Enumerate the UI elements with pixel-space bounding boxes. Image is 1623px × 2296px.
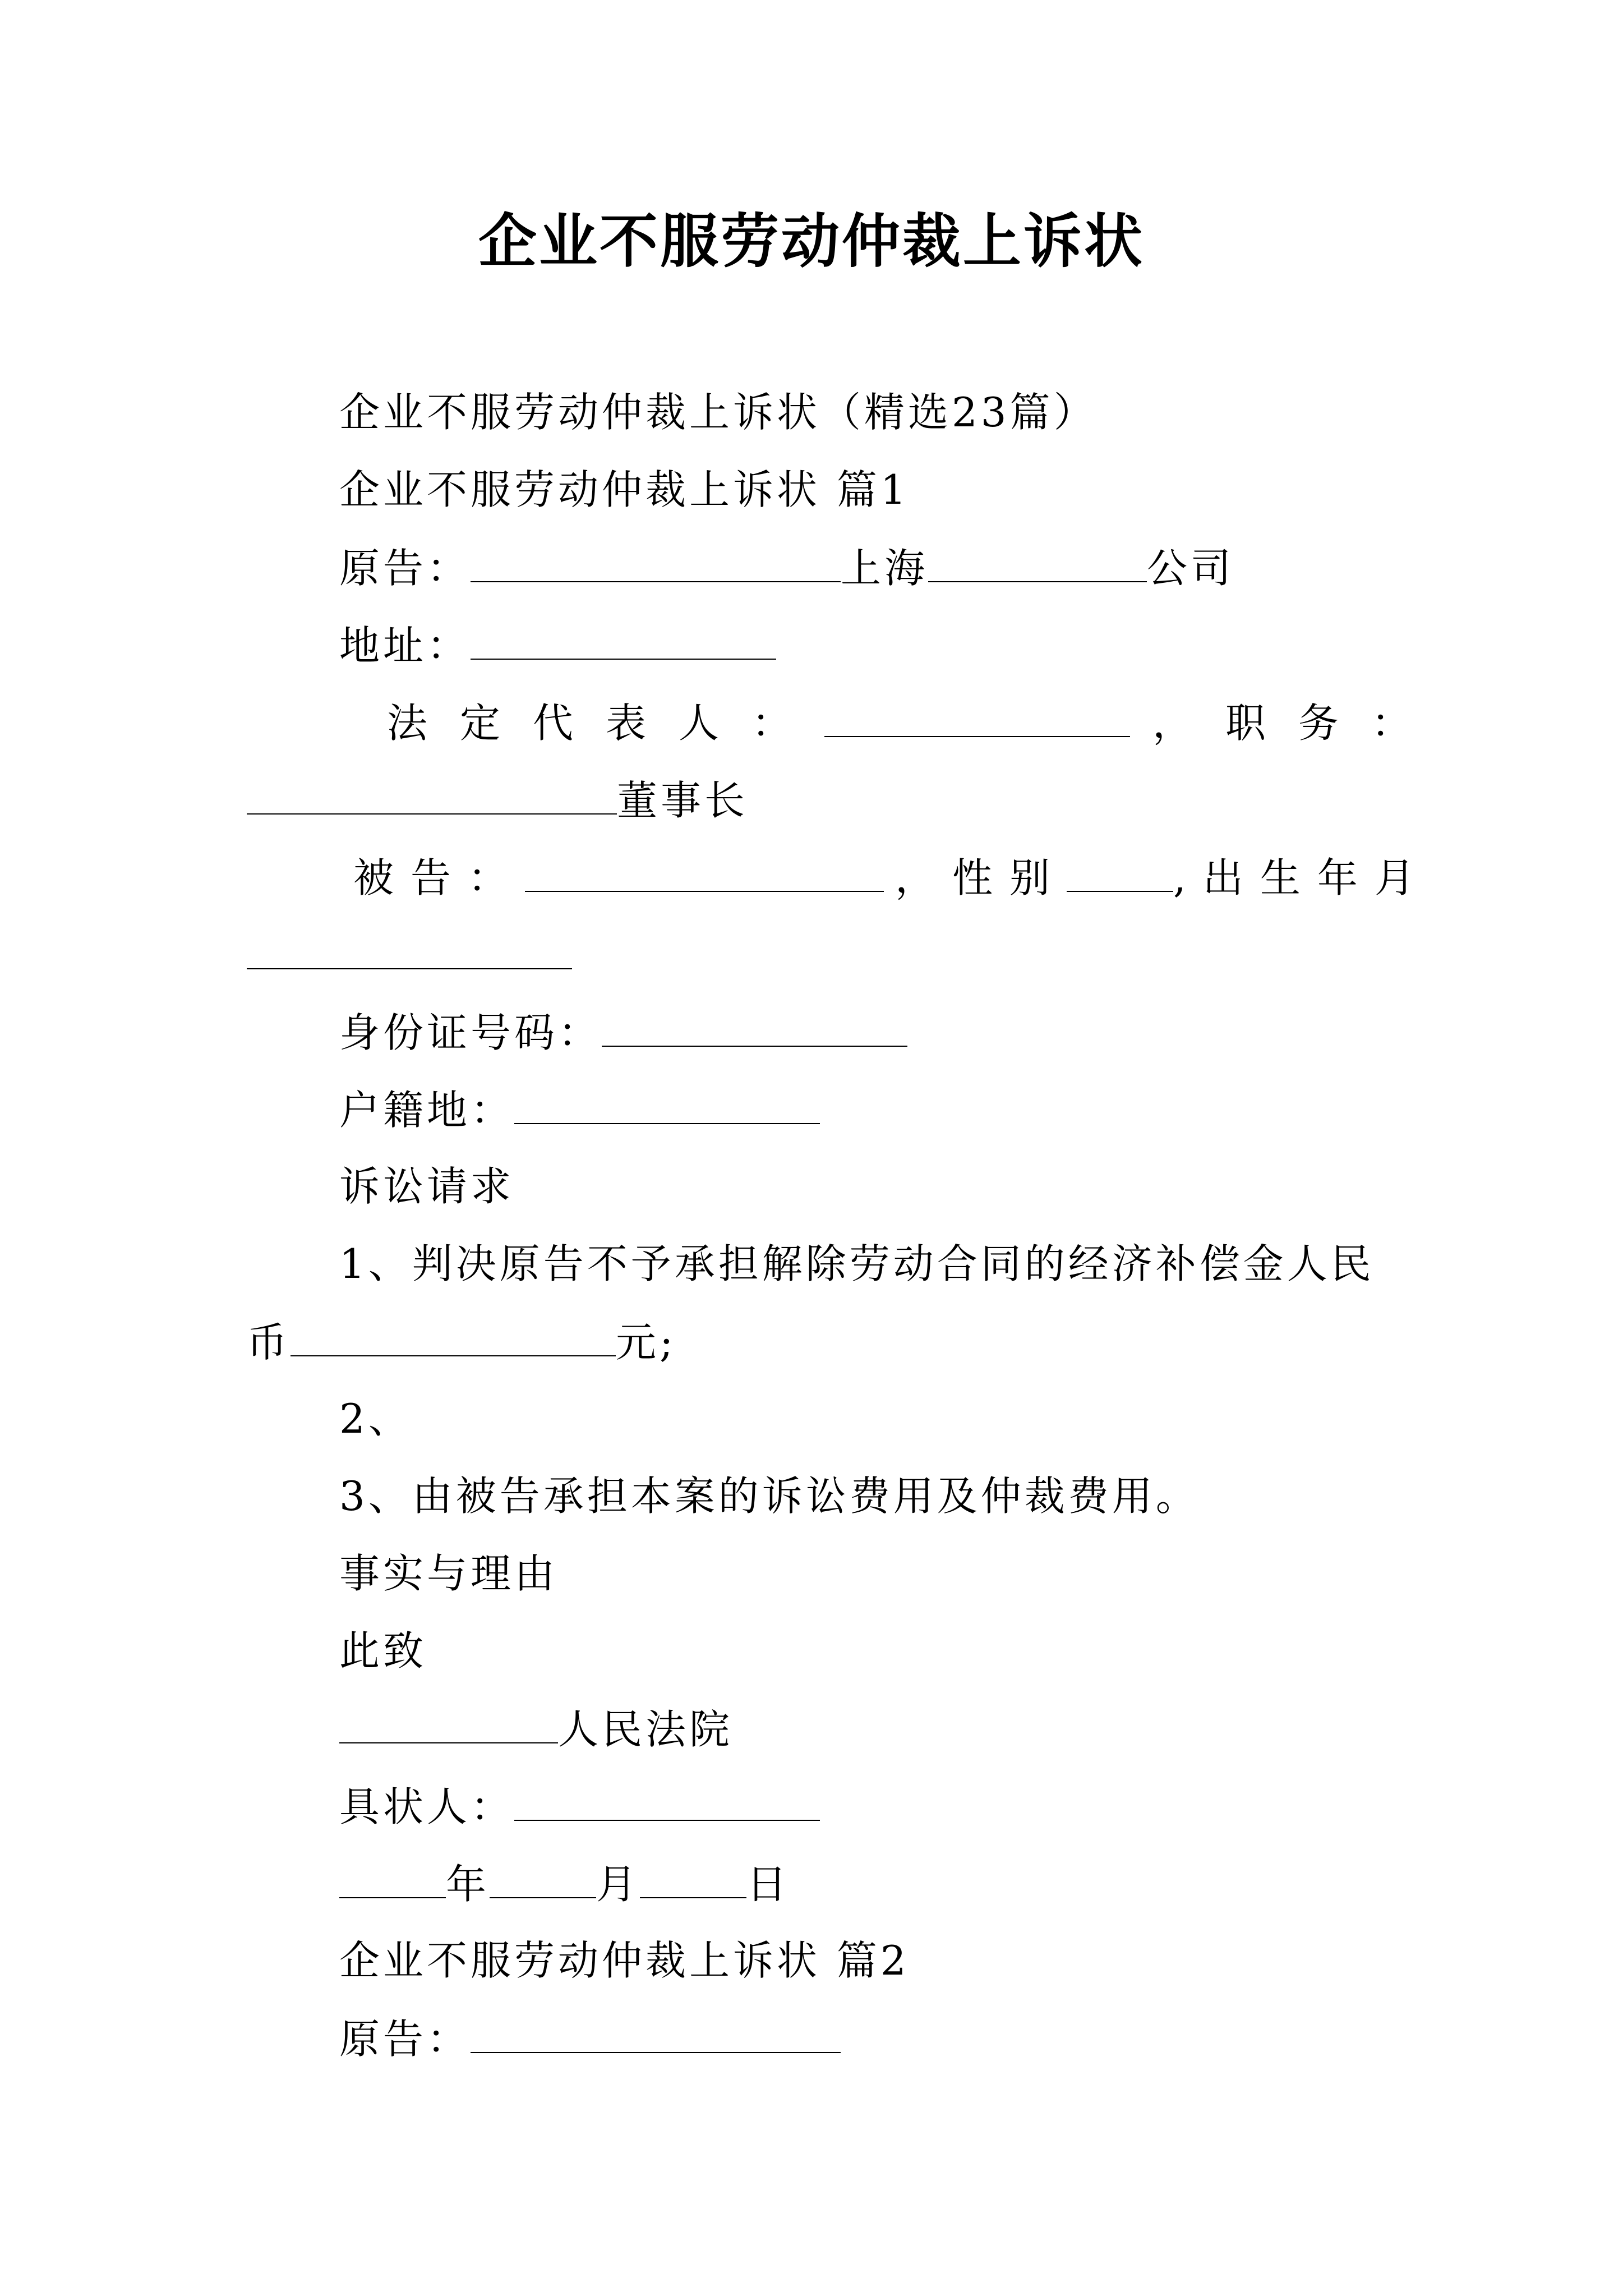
court-line bbox=[339, 1703, 733, 1755]
plaintiff-2-line bbox=[339, 2013, 841, 2064]
position-line bbox=[247, 774, 748, 826]
signer-line bbox=[339, 1780, 820, 1832]
currency-label: 币 bbox=[247, 1319, 291, 1366]
position-label: ，职务： bbox=[1152, 700, 1445, 747]
address-label: 地址： bbox=[339, 622, 471, 669]
day-label: 日 bbox=[746, 1861, 791, 1908]
plaintiff-label: 原告： bbox=[339, 545, 471, 592]
id-line bbox=[339, 1006, 907, 1058]
year-label: 年 bbox=[446, 1861, 490, 1908]
hukou-line bbox=[339, 1084, 820, 1135]
defendant-line bbox=[353, 852, 1432, 903]
plaintiff-company-blank bbox=[928, 542, 1147, 582]
month-label: 月 bbox=[596, 1861, 640, 1908]
legal-rep-line bbox=[387, 697, 1444, 748]
birth-line bbox=[247, 929, 572, 981]
id-blank bbox=[602, 1006, 907, 1047]
document-title: 企业不服劳动仲裁上诉状 bbox=[478, 206, 1145, 275]
gender-label: ，性别 bbox=[895, 854, 1067, 901]
gender-blank bbox=[1067, 852, 1173, 892]
position-blank bbox=[247, 774, 617, 815]
plaintiff-line bbox=[339, 542, 1234, 593]
birth-blank bbox=[247, 929, 572, 969]
plaintiff-2-label: 原告： bbox=[339, 2016, 471, 2063]
month-blank bbox=[490, 1858, 596, 1898]
subtitle: 企业不服劳动仲裁上诉状（精选23篇） bbox=[339, 389, 1098, 436]
plaintiff-city: 上海 bbox=[841, 545, 929, 592]
position-value: 董事长 bbox=[617, 777, 749, 824]
amount-blank bbox=[291, 1316, 616, 1356]
amount-unit: 元; bbox=[616, 1319, 677, 1366]
chapter-1-heading: 企业不服劳动仲裁上诉状 篇1 bbox=[339, 466, 910, 513]
birth-label: ,出生年月 bbox=[1173, 854, 1432, 901]
plaintiff-suffix: 公司 bbox=[1147, 545, 1235, 592]
legal-rep-label: 法定代表人： bbox=[387, 700, 825, 747]
date-line bbox=[339, 1858, 790, 1910]
id-label: 身份证号码： bbox=[339, 1009, 602, 1056]
plaintiff-name-blank bbox=[471, 542, 841, 582]
claim-3: 3、由被告承担本案的诉讼费用及仲裁费用。 bbox=[339, 1473, 1200, 1520]
address-line bbox=[339, 619, 776, 671]
legal-rep-blank bbox=[824, 697, 1130, 737]
defendant-name-blank bbox=[525, 852, 884, 892]
hukou-blank bbox=[514, 1084, 820, 1124]
claim-1-line-a: 1、判决原告不予承担解除劳动合同的经济补偿金人民 bbox=[339, 1240, 1375, 1287]
hukou-label: 户籍地： bbox=[339, 1087, 515, 1134]
facts-heading: 事实与理由 bbox=[339, 1550, 559, 1597]
plaintiff-2-blank bbox=[471, 2013, 841, 2053]
court-suffix: 人民法院 bbox=[558, 1706, 734, 1753]
chapter-2-heading: 企业不服劳动仲裁上诉状 篇2 bbox=[339, 1937, 910, 1984]
salutation: 此致 bbox=[339, 1627, 427, 1674]
claim-2: 2、 bbox=[339, 1395, 412, 1442]
court-blank bbox=[339, 1703, 558, 1743]
signer-label: 具状人： bbox=[339, 1783, 515, 1830]
claims-heading: 诉讼请求 bbox=[339, 1163, 515, 1210]
year-blank bbox=[339, 1858, 446, 1898]
signer-blank bbox=[514, 1780, 820, 1821]
day-blank bbox=[640, 1858, 746, 1898]
claim-1-line-b bbox=[247, 1316, 676, 1368]
address-blank bbox=[471, 619, 776, 660]
defendant-label: 被告： bbox=[353, 854, 525, 901]
